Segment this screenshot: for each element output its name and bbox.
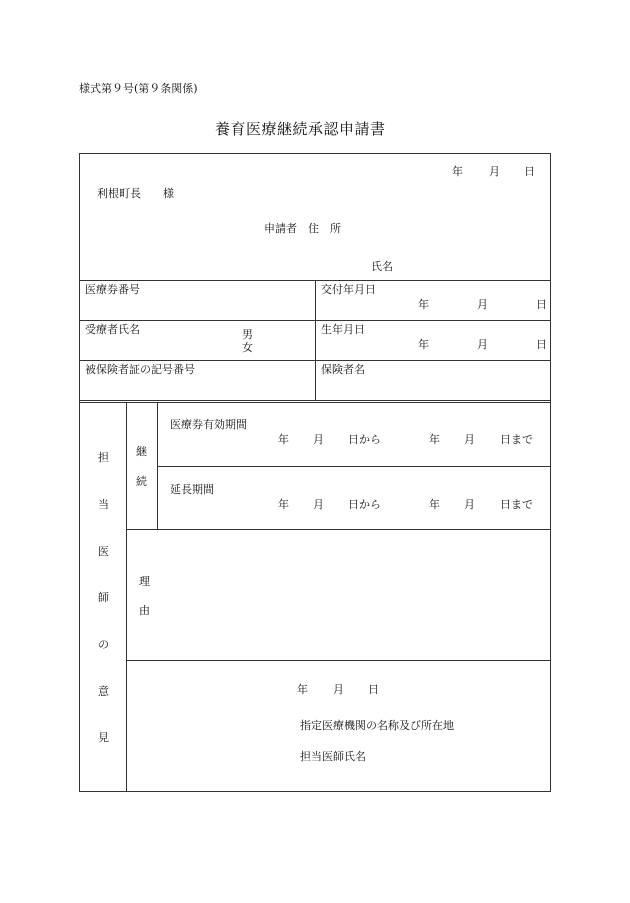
date-day: 日 bbox=[524, 165, 535, 178]
date-month: 月 bbox=[489, 165, 500, 178]
validity-from-day: 日から bbox=[348, 433, 381, 446]
side-label-char: 師 bbox=[98, 591, 109, 604]
divider bbox=[126, 660, 551, 661]
side-label-char: 医 bbox=[98, 545, 109, 558]
reason-char: 由 bbox=[139, 604, 150, 617]
insurance-card-number-label: 被保険者証の記号番号 bbox=[85, 363, 195, 376]
side-label-char: 見 bbox=[98, 731, 109, 744]
form-number: 様式第９号(第９条関係) bbox=[79, 82, 198, 95]
side-label-char: の bbox=[98, 638, 109, 651]
opinion-date-year: 年 bbox=[297, 683, 308, 696]
extension-until-month: 月 bbox=[464, 498, 475, 511]
side-label-char: 当 bbox=[98, 498, 109, 511]
continuation-char: 続 bbox=[136, 475, 147, 488]
extension-from-month: 月 bbox=[313, 498, 324, 511]
divider bbox=[126, 529, 551, 530]
extension-from-year: 年 bbox=[278, 498, 289, 511]
divider bbox=[315, 280, 316, 400]
addressee: 利根町長 様 bbox=[97, 187, 174, 200]
validity-until-year: 年 bbox=[429, 433, 440, 446]
birth-year: 年 bbox=[418, 338, 429, 351]
medical-ticket-number-label: 医療券番号 bbox=[85, 283, 140, 296]
side-label-char: 意 bbox=[98, 685, 109, 698]
continuation-char: 継 bbox=[136, 445, 147, 458]
extension-until-day: 日まで bbox=[500, 498, 533, 511]
side-label-char: 担 bbox=[98, 451, 109, 464]
validity-until-day: 日まで bbox=[500, 433, 533, 446]
insurer-name-label: 保険者名 bbox=[321, 363, 365, 376]
applicant-address-label: 申請者 住 所 bbox=[264, 222, 341, 235]
institution-label: 指定医療機関の名称及び所在地 bbox=[300, 719, 454, 732]
validity-until-month: 月 bbox=[464, 433, 475, 446]
divider bbox=[157, 466, 551, 467]
applicant-name-label: 氏名 bbox=[371, 260, 393, 273]
issue-day: 日 bbox=[536, 298, 547, 311]
opinion-date-month: 月 bbox=[333, 683, 344, 696]
sex-female: 女 bbox=[242, 341, 253, 354]
date-year: 年 bbox=[452, 165, 463, 178]
divider bbox=[126, 402, 127, 792]
birth-date-label: 生年月日 bbox=[321, 323, 365, 336]
divider bbox=[79, 402, 551, 403]
divider bbox=[157, 402, 158, 529]
doctor-name-label: 担当医師氏名 bbox=[300, 750, 366, 763]
validity-from-month: 月 bbox=[313, 433, 324, 446]
application-form bbox=[79, 153, 551, 792]
issue-date-label: 交付年月日 bbox=[321, 283, 376, 296]
issue-year: 年 bbox=[418, 298, 429, 311]
extension-until-year: 年 bbox=[429, 498, 440, 511]
birth-day: 日 bbox=[536, 338, 547, 351]
page-title: 養育医療継続承認申請書 bbox=[215, 120, 386, 138]
patient-name-label: 受療者氏名 bbox=[85, 323, 140, 336]
opinion-date-day: 日 bbox=[368, 683, 379, 696]
validity-from-year: 年 bbox=[278, 433, 289, 446]
reason-char: 理 bbox=[139, 575, 150, 588]
validity-period-label: 医療券有効期間 bbox=[170, 418, 247, 431]
sex-male: 男 bbox=[242, 328, 253, 341]
birth-month: 月 bbox=[477, 338, 488, 351]
extension-from-day: 日から bbox=[348, 498, 381, 511]
divider bbox=[79, 400, 551, 401]
issue-month: 月 bbox=[477, 298, 488, 311]
extension-period-label: 延長期間 bbox=[170, 483, 214, 496]
